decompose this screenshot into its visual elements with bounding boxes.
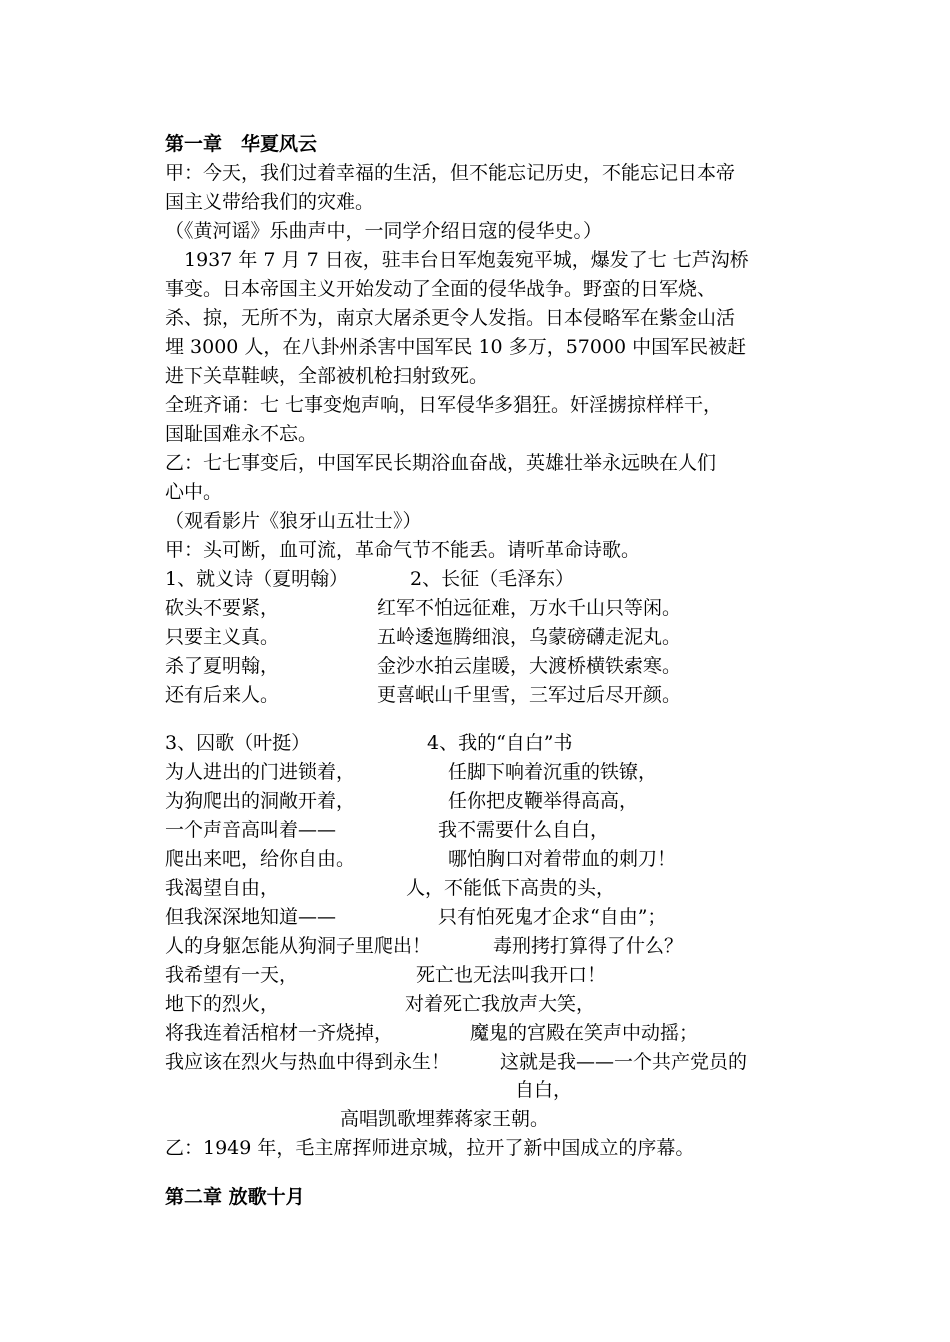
poem3-line: 为人进出的门进锁着， (165, 761, 356, 783)
poem4-line: 人，不能低下高贵的头， (406, 877, 616, 899)
history-line: 进下关草鞋峡，全部被机枪扫射致死。 (165, 365, 489, 387)
poem2-line: 金沙水拍云崖暖，大渡桥横铁索寒。 (377, 655, 682, 677)
poem1-title: 1、就义诗（夏明翰） (165, 568, 349, 590)
poem4-line: 任你把皮鞭举得高高， (448, 790, 639, 812)
poem3-line: 但我深深地知道—— (165, 906, 337, 928)
poem4-line: 魔鬼的宫殿在笑声中动摇； (470, 1022, 699, 1044)
poem4-line: 这就是我——一个共产党员的 (500, 1051, 748, 1073)
poem1-line: 砍头不要紧， (165, 597, 280, 619)
poem4-line: 毒刑拷打算得了什么？ (493, 935, 684, 957)
poem3-line: 地下的烈火， (165, 993, 280, 1015)
recite-line: 国耻国难永不忘。 (165, 423, 318, 445)
poem4-line: 死亡也无法叫我开口！ (416, 964, 607, 986)
poem2-line: 更喜岷山千里雪，三军过后尽开颜。 (377, 684, 682, 706)
poem2-title: 2、长征（毛泽东） (410, 568, 575, 590)
poem4-line: 我不需要什么自白， (438, 819, 610, 841)
poem3-line: 人的身躯怎能从狗洞子里爬出！ (165, 935, 432, 957)
poem4-line: 高唱凯歌埋葬蒋家王朝。 (340, 1108, 550, 1130)
poem3-line: 一个声音高叫着—— (165, 819, 337, 841)
film-note: （观看影片《狼牙山五壮士》） (165, 510, 422, 532)
jia-line: 甲：头可断，血可流，革命气节不能丢。请听革命诗歌。 (165, 539, 641, 561)
poem4-line: 对着死亡我放声大笑， (405, 993, 596, 1015)
poem4-line: 哪怕胸口对着带血的刺刀！ (448, 848, 677, 870)
history-line: 1937 年 7 月 7 日夜，驻丰台日军炮轰宛平城，爆发了七 七芦沟桥 (165, 249, 749, 271)
poem1-line: 只要主义真。 (165, 626, 280, 648)
poem3-line: 为狗爬出的洞敞开着， (165, 790, 356, 812)
chapter2-title: 第二章 放歌十月 (165, 1186, 305, 1208)
poem3-title: 3、囚歌（叶挺） (165, 732, 311, 754)
yi-line: 乙：1949 年，毛主席挥师进京城，拉开了新中国成立的序幕。 (165, 1137, 695, 1159)
poem1-line: 还有后来人。 (165, 684, 280, 706)
poem4-line: 只有怕死鬼才企求“自由”； (438, 906, 667, 928)
intro-line: 甲：今天，我们过着幸福的生活，但不能忘记历史，不能忘记日本帝 (165, 162, 736, 184)
poem2-line: 五岭逶迤腾细浪，乌蒙磅礴走泥丸。 (377, 626, 682, 648)
poem4-line: 自白， (515, 1079, 573, 1101)
poem1-line: 杀了夏明翰， (165, 655, 280, 677)
chapter1-title: 第一章 华夏风云 (165, 133, 318, 155)
intro-line: （《黄河谣》乐曲声中，一同学介绍日寇的侵华史。） (165, 220, 603, 242)
poem3-line: 我应该在烈火与热血中得到永生！ (165, 1051, 451, 1073)
poem3-line: 爬出来吧，给你自由。 (165, 848, 356, 870)
poem3-line: 我渴望自由， (165, 877, 280, 899)
poem3-line: 将我连着活棺材一齐烧掉， (165, 1022, 394, 1044)
poem3-line: 我希望有一天， (165, 964, 299, 986)
yi-line: 心中。 (165, 481, 223, 503)
history-line: 事变。日本帝国主义开始发动了全面的侵华战争。野蛮的日军烧、 (165, 278, 717, 300)
poem4-line: 任脚下响着沉重的铁镣， (448, 761, 658, 783)
poem4-title: 4、我的“自白”书 (427, 732, 573, 754)
yi-line: 乙：七七事变后，中国军民长期浴血奋战，英雄壮举永远映在人们 (165, 452, 717, 474)
history-line: 杀、掠，无所不为，南京大屠杀更令人发指。日本侵略军在紫金山活 (165, 307, 736, 329)
poem2-line: 红军不怕远征难，万水千山只等闲。 (377, 597, 682, 619)
intro-line: 国主义带给我们的灾难。 (165, 191, 375, 213)
history-line: 埋 3000 人，在八卦州杀害中国军民 10 多万，57000 中国军民被赶 (165, 336, 747, 358)
recite-line: 全班齐诵：七 七事变炮声响，日军侵华多猖狂。奸淫掳掠样样干， (165, 394, 723, 416)
